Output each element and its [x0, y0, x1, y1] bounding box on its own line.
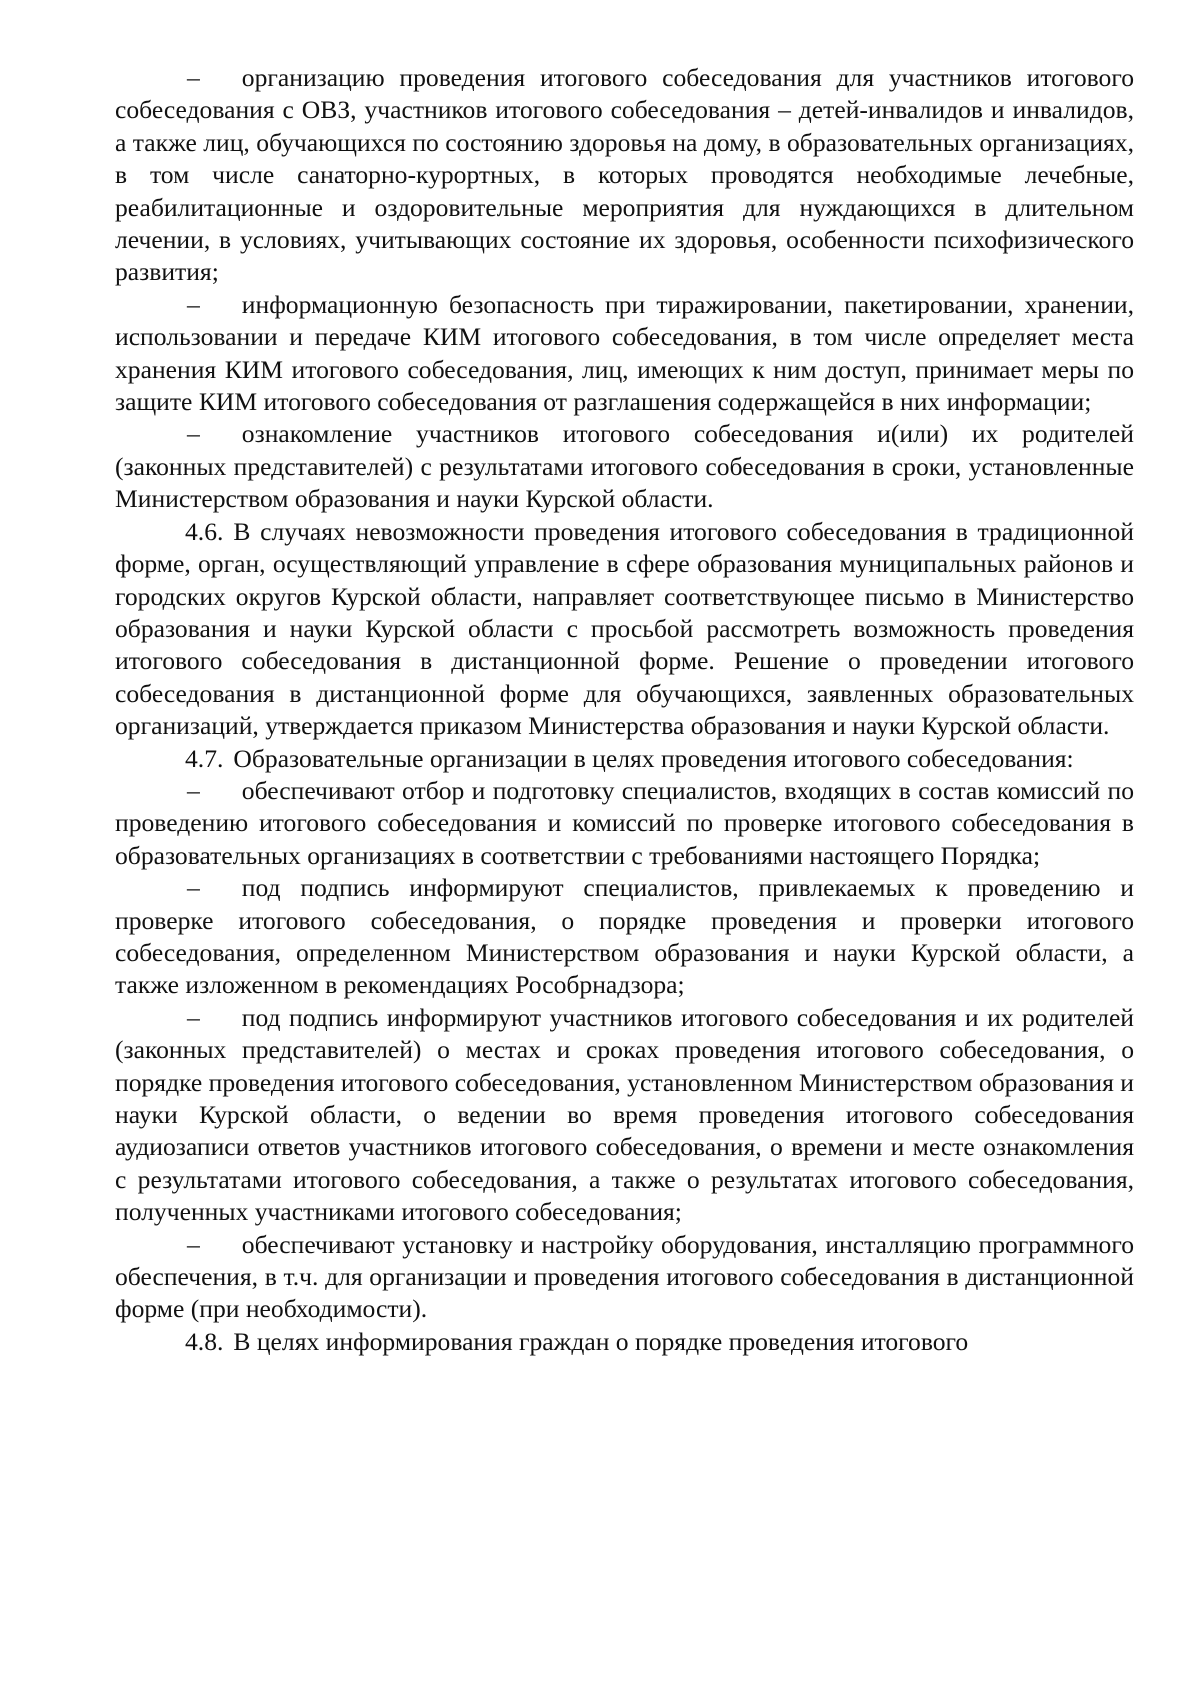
paragraph-text: Образовательные организации в целях проведения итогового собеседования: — [233, 743, 1074, 773]
paragraph-text: под подпись информируют участников итогового собеседования и их родителей (законных представителей) о местах и сроках проведения итогового собеседования, о порядке проведения итогового собеседования, установленном Министерством образования и науки Курской области, о ведении во время проведения итогового собеседования аудиозаписи ответов участников итогового собеседования, о времени и месте ознакомления с результатами итогового собеседования, а также о результатах итогового собеседования, полученных участниками итогового собеседования; — [115, 1002, 1134, 1227]
list-item-dash — [115, 1002, 1134, 1229]
dash-marker: – — [187, 419, 200, 449]
list-item-dash — [115, 872, 1134, 1002]
dash-marker: – — [187, 1002, 200, 1032]
dash-marker: – — [187, 1229, 200, 1259]
paragraph-text: информационную безопасность при тиражировании, пакетировании, хранении, использовании и передаче КИМ итогового собеседования, в том числе определяет места хранения КИМ итогового собеседования, лиц, имеющих к ним доступ, принимает меры по защите КИМ итогового собеседования от разглашения содержащейся в них информации; — [115, 289, 1134, 417]
paragraph-text: под подпись информируют специалистов, привлекаемых к проведению и проверке итогового собеседования, о порядке проведения и проверки итогового собеседования, определенном Министерством образования и науки Курской области, а также изложенном в рекомендациях Рособрнадзора; — [115, 873, 1134, 1000]
list-item-dash — [115, 289, 1134, 419]
paragraph-text: В случаях невозможности проведения итогового собеседования в традиционной форме, орган, осуществляющий управление в сфере образования муниципальных районов и городских округов Курской области, направляет соответствующее письмо в Министерство образования и науки Курской области с просьбой рассмотреть возможность проведения итогового собеседования в дистанционной форме. Решение о проведении итогового собеседования в дистанционной форме для обучающихся, заявленных образовательных организаций, утверждается приказом Министерства образования и науки Курской области. — [115, 516, 1134, 741]
paragraph-text: обеспечивают отбор и подготовку специалистов, входящих в состав комиссий по проведению итогового собеседования и комиссий по проверке итогового собеседования в образовательных организациях в соответствии с требованиями настоящего Порядка; — [115, 775, 1134, 870]
dash-marker: – — [187, 63, 200, 92]
clause-number: 4.7. — [185, 743, 224, 773]
list-item-dash — [115, 418, 1134, 515]
list-item-dash — [115, 62, 1134, 289]
paragraph-text: В целях информирования граждан о порядке проведения итогового — [233, 1326, 969, 1356]
dash-marker: – — [187, 289, 200, 319]
dash-marker: – — [187, 873, 200, 903]
dash-marker: – — [187, 775, 200, 805]
clause-number: 4.8. — [185, 1326, 224, 1356]
numbered-paragraph-4-6 — [115, 516, 1134, 743]
paragraph-text: ознакомление участников итогового собеседования и(или) их родителей (законных представителей) с результатами итогового собеседования в сроки, установленные Министерством образования и науки Курской области. — [115, 419, 1134, 514]
clause-number: 4.6. — [185, 516, 224, 546]
list-item-dash — [115, 1229, 1134, 1326]
paragraph-text: обеспечивают установку и настройку оборудования, инсталляцию программного обеспечения, в т.ч. для организации и проведения итогового собеседования в дистанционной форме (при необходимости). — [115, 1229, 1134, 1324]
numbered-paragraph-4-7 — [115, 743, 1134, 775]
numbered-paragraph-4-8 — [115, 1326, 1134, 1358]
paragraph-text: организацию проведения итогового собеседования для участников итогового собеседования с ОВЗ, участников итогового собеседования – детей-инвалидов и инвалидов, а также лиц, обучающихся по состоянию здоровья на дому, в образовательных организациях, в том числе санаторно-курортных, в которых проводятся необходимые лечебные, реабилитационные и оздоровительные мероприятия для нуждающихся в длительном лечении, в условиях, учитывающих состояние их здоровья, особенности психофизического развития; — [115, 63, 1134, 287]
list-item-dash — [115, 775, 1134, 872]
